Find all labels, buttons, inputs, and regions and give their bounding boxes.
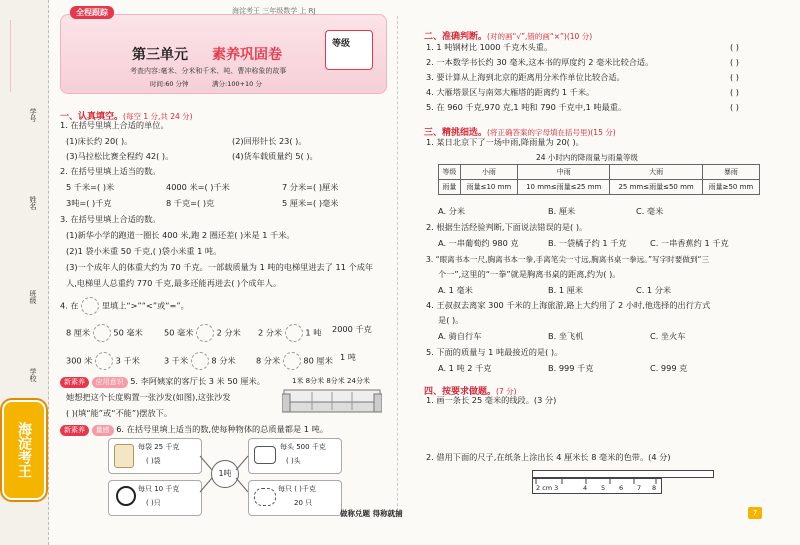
q5-text: 5. 李阿姨家的客厅长 3 米 50 厘米。 (130, 376, 265, 386)
choice-5[interactable]: 5. 下面的质量与 1 吨最接近的是( )。 (426, 347, 563, 357)
choice-3-opt-b[interactable]: B. 1 厘米 (548, 285, 584, 295)
q4-stem (60, 297, 189, 315)
q5-line1 (60, 376, 265, 388)
q1-b[interactable]: (2)回形针长 23( )。 (232, 136, 307, 146)
choice-2-opt-c[interactable]: C. 一串香蕉约 1 千克 (650, 238, 729, 248)
q4-stem-head: 4. 在 (60, 300, 79, 311)
task-1-drawing-area[interactable] (426, 408, 766, 448)
choice-4b[interactable]: 是( )。 (438, 315, 464, 325)
q5-tag: 新素养 (60, 377, 89, 388)
flower-blank-icon[interactable] (285, 324, 303, 342)
section-3-note: (将正确答案的字母填在括号里)(15 分) (487, 128, 616, 137)
q4-r2-2[interactable] (164, 352, 236, 370)
q5-tag2: 应用意识 (92, 377, 128, 388)
q3-stem: 3. 在括号里填上合适的数。 (60, 214, 161, 224)
judge-4-answer[interactable]: ( ) (730, 87, 739, 97)
q2-r2-3[interactable]: 5 厘米=( )毫米 (282, 198, 339, 208)
choice-4-opt-a[interactable]: A. 骑自行车 (438, 331, 482, 341)
q2-r1-1[interactable]: 5 千米=( )米 (66, 182, 115, 192)
cow-icon (254, 446, 276, 464)
ruler-tick-6: 6 (619, 484, 624, 492)
section-1-title: 一、认真填空。 (60, 112, 124, 122)
q4-left: 2000 千克 (332, 324, 372, 334)
q2-r1-3[interactable]: 7 分米=( )厘米 (282, 182, 339, 192)
q6-connectors (198, 452, 250, 496)
choice-4: 4. 王叔叔去离家 300 千米的上海旅游,路上大约用了 2 小时,他选择的出行方式 (426, 300, 711, 310)
table-cell: 雨量≥50 mm (702, 180, 759, 195)
ruler-label: 2 cm 3 (536, 484, 559, 492)
task-1: 1. 画一条长 25 毫米的线段。(3 分) (426, 395, 557, 405)
margin-label-school: 学校 (29, 368, 37, 382)
q6-tag2: 量感 (92, 425, 114, 436)
choice-3-opt-a[interactable]: A. 1 毫米 (438, 285, 473, 295)
q6-box-1-a: 每袋 25 千克 (138, 443, 180, 451)
ruler-tick-7: 7 (637, 484, 642, 492)
margin-dots: ……………………………… (8, 20, 15, 92)
q6-tag: 新素养 (60, 425, 89, 436)
column-divider (397, 16, 398, 516)
choice-2-opt-a[interactable]: A. 一串葡萄约 980 克 (438, 238, 519, 248)
section-1-note: (每空 1 分,共 24 分) (123, 112, 193, 121)
q6-line (60, 424, 328, 436)
q1-d[interactable]: (4)货车载质量约 5( )。 (232, 151, 318, 161)
sheep-icon (254, 488, 276, 506)
q4-r1-4[interactable] (332, 324, 372, 335)
choice-2[interactable]: 2. 根据生活经验判断,下面说法错误的是( )。 (426, 222, 588, 232)
q4-left: 3 千米 (164, 355, 189, 366)
choice-5-opt-c[interactable]: C. 999 克 (650, 363, 688, 373)
header-score: 满分:100+10 分 (212, 80, 262, 88)
section-3-title: 三、精挑细选。 (424, 128, 488, 138)
q4-right: 3 千米 (115, 355, 140, 366)
header-title-left: 第三单元 (132, 47, 188, 63)
q4-left: 2 分米 (258, 327, 283, 338)
q1-a[interactable]: (1)床长约 20( )。 (66, 136, 133, 146)
margin-label-class: 班级 (29, 290, 37, 304)
choice-3: 3. “眼离书本一尺,胸离书本一拳,手离笔尖一寸远,胸离书桌一拳远。”写字时要做到“三 (426, 255, 710, 264)
header-meta: 海淀考王 三年级数学 上 RJ (232, 7, 316, 15)
page-number: 7 (748, 507, 762, 519)
choice-4-opt-b[interactable]: B. 坐飞机 (548, 331, 584, 341)
table-cell: 中雨 (518, 165, 610, 180)
brand-badge: 海淀考王 (2, 400, 46, 500)
q4-left: 8 厘米 (66, 327, 91, 338)
q4-left: 1 吨 (340, 352, 356, 362)
table-cell: 10 mm≤雨量≤25 mm (518, 180, 610, 195)
choice-1-opt-b[interactable]: B. 厘米 (548, 206, 576, 216)
section-4-note: (7 分) (496, 387, 517, 396)
q2-r2-2[interactable]: 8 千克=( )克 (166, 198, 215, 208)
table-cell: 25 mm≤雨量≤50 mm (610, 180, 702, 195)
q6-box-4-a[interactable]: 每只 ( )千克 (278, 485, 316, 493)
flower-blank-icon[interactable] (93, 324, 111, 342)
judge-3-answer[interactable]: ( ) (730, 72, 739, 82)
flower-icon (81, 297, 99, 315)
q3-c[interactable]: (3)一个成年人的体重大约为 70 千克。一部载质量为 1 吨的电梯里进去了 11 个成年 (66, 262, 374, 272)
table-cell: 暴雨 (702, 165, 759, 180)
q6-box-1-b[interactable]: ( )袋 (146, 457, 161, 465)
flower-blank-icon[interactable] (191, 352, 209, 370)
panda-icon (116, 486, 136, 506)
q6-box-3-a: 每头 500 千克 (280, 443, 326, 451)
section-2-title: 二、准确判断。 (424, 32, 488, 42)
q3-a[interactable]: (1)新华小学的跑道一圈长 400 米,跑 2 圈还差( )米是 1 千米。 (66, 230, 295, 240)
choice-3b[interactable]: 个一”,这里的“一拳”就是胸离书桌的距离,约为( )。 (438, 269, 621, 279)
q4-r1-3[interactable] (258, 324, 321, 342)
margin-label-student-id: 学号 (29, 108, 37, 122)
margin-label-name: 姓名 (29, 196, 37, 210)
q6-center-circle: 1吨 (211, 460, 239, 488)
choice-4-opt-c[interactable]: C. 坐火车 (650, 331, 686, 341)
header-subtitle: 考查内容:毫米、分米和千米、吨、曹冲称象的故事 (130, 67, 287, 75)
flower-blank-icon[interactable] (196, 324, 214, 342)
table-cell: 小雨 (460, 165, 517, 180)
q4-left: 50 毫米 (164, 327, 194, 338)
section-2-note: (对的画“√”,错的画“×”)(10 分) (487, 32, 593, 41)
grade-label: 等级 (332, 39, 351, 49)
flower-blank-icon[interactable] (95, 352, 113, 370)
choice-3-opt-c[interactable]: C. 1 分米 (636, 285, 672, 295)
q4-right: 50 毫米 (113, 327, 143, 338)
q4-left: 300 米 (66, 355, 93, 366)
q6-text: 6. 在括号里填上适当的数,使每种物体的总质量都是 1 吨。 (116, 424, 328, 434)
q4-r2-1[interactable] (66, 352, 140, 370)
q4-r2-4[interactable] (340, 352, 356, 363)
q6-box-3-b[interactable]: ( )头 (286, 457, 301, 465)
table-cell: 等级 (439, 165, 461, 180)
table-cell: 雨量≤10 mm (460, 180, 517, 195)
q6-box-2-b[interactable]: ( )只 (146, 499, 161, 507)
section-4-title: 四、按要求做题。 (424, 387, 497, 397)
choice-5-opt-a[interactable]: A. 1 吨 2 千克 (438, 363, 492, 373)
rain-table-header (439, 165, 760, 180)
header-title-right: 素养巩固卷 (212, 47, 282, 63)
header-badge: 全程跟踪 (70, 6, 114, 19)
rice-bag-icon (114, 444, 134, 468)
q2-r2-1[interactable]: 3吨=( )千克 (66, 198, 112, 208)
q4-right: 1 吨 (305, 327, 322, 338)
choice-2-opt-b[interactable]: B. 一袋橘子约 1 千克 (548, 238, 627, 248)
table-cell: 大雨 (610, 165, 702, 180)
header-time: 时间:60 分钟 (150, 80, 189, 88)
q4-right: 2 分米 (216, 327, 241, 338)
rain-table (438, 164, 760, 195)
ruler-tick-4: 4 (583, 484, 588, 492)
q3-c2[interactable]: 人,电梯里人总重约 770 千克,最多还能再进去( )个成年人。 (66, 278, 282, 288)
rain-table-row (439, 180, 760, 195)
judge-1: 1. 1 吨钢材比 1000 千克木头重。 (426, 42, 553, 52)
paper-strip[interactable] (532, 470, 714, 478)
task-2: 2. 借用下面的尺子,在纸条上涂出长 4 厘米长 8 毫米的色带。(4 分) (426, 452, 671, 462)
q1-stem: 1. 在括号里填上合适的单位。 (60, 120, 169, 130)
judge-5-answer[interactable]: ( ) (730, 102, 739, 112)
q2-r1-2[interactable]: 4000 米=( )千米 (166, 182, 230, 192)
flower-blank-icon[interactable] (283, 352, 301, 370)
q5-line2: 她想把这个长度购置一张沙发(如图),这张沙发 (66, 392, 231, 402)
choice-5-opt-b[interactable]: B. 999 千克 (548, 363, 594, 373)
q5-line3[interactable]: ( )(填“能”或“不能”)摆放下。 (66, 408, 173, 418)
section-2-heading (424, 24, 592, 43)
q6-box-2-a: 每只 10 千克 (138, 485, 180, 493)
q4-r2-3[interactable] (256, 352, 333, 370)
q4-left: 8 分米 (256, 355, 281, 366)
choice-1[interactable]: 1. 某日北京下了一场中雨,降雨量为 20( )。 (426, 137, 584, 147)
q6-box-4-b: 20 只 (294, 499, 313, 507)
ruler-tick-8: 8 (652, 484, 657, 492)
sofa-dimension-label: 1米 8分米 8分米 24分米 (292, 377, 370, 385)
q1-c[interactable]: (3)马拉松比赛全程约 42( )。 (66, 151, 174, 161)
table-cell: 雨量 (439, 180, 461, 195)
footer-slogan: 做称兑题 得称就捕 (340, 509, 403, 518)
choice-1-opt-a[interactable]: A. 分米 (438, 206, 466, 216)
q4-stem-tail: 里填上“>”“<”或“=”。 (101, 300, 189, 311)
judge-2-answer[interactable]: ( ) (730, 57, 739, 67)
q4-right: 80 厘米 (303, 355, 333, 366)
sofa-image (282, 386, 382, 416)
choice-1-opt-c[interactable]: C. 毫米 (636, 206, 664, 216)
q4-right: 8 分米 (211, 355, 236, 366)
q3-b[interactable]: (2)1 袋小米重 50 千克,( )袋小米重 1 吨。 (66, 246, 222, 256)
judge-1-answer[interactable]: ( ) (730, 42, 739, 52)
judge-2: 2. 一本数学书长约 30 毫米,这本书的厚度约 2 毫米比较合适。 (426, 57, 654, 67)
rain-table-title: 24 小时内的降雨量与雨量等级 (536, 153, 638, 162)
judge-3: 3. 要计算从上海到北京的距离用分米作单位比较合适。 (426, 72, 625, 82)
judge-5: 5. 在 960 千克,970 克,1 吨和 790 千克中,1 吨最重。 (426, 102, 627, 112)
judge-4: 4. 大雁塔景区与南郊大雁塔的距离约 1 千米。 (426, 87, 595, 97)
q4-r1-1[interactable] (66, 324, 143, 342)
q2-stem: 2. 在括号里填上适当的数。 (60, 166, 161, 176)
ruler-tick-5: 5 (601, 484, 606, 492)
q4-r1-2[interactable] (164, 324, 241, 342)
